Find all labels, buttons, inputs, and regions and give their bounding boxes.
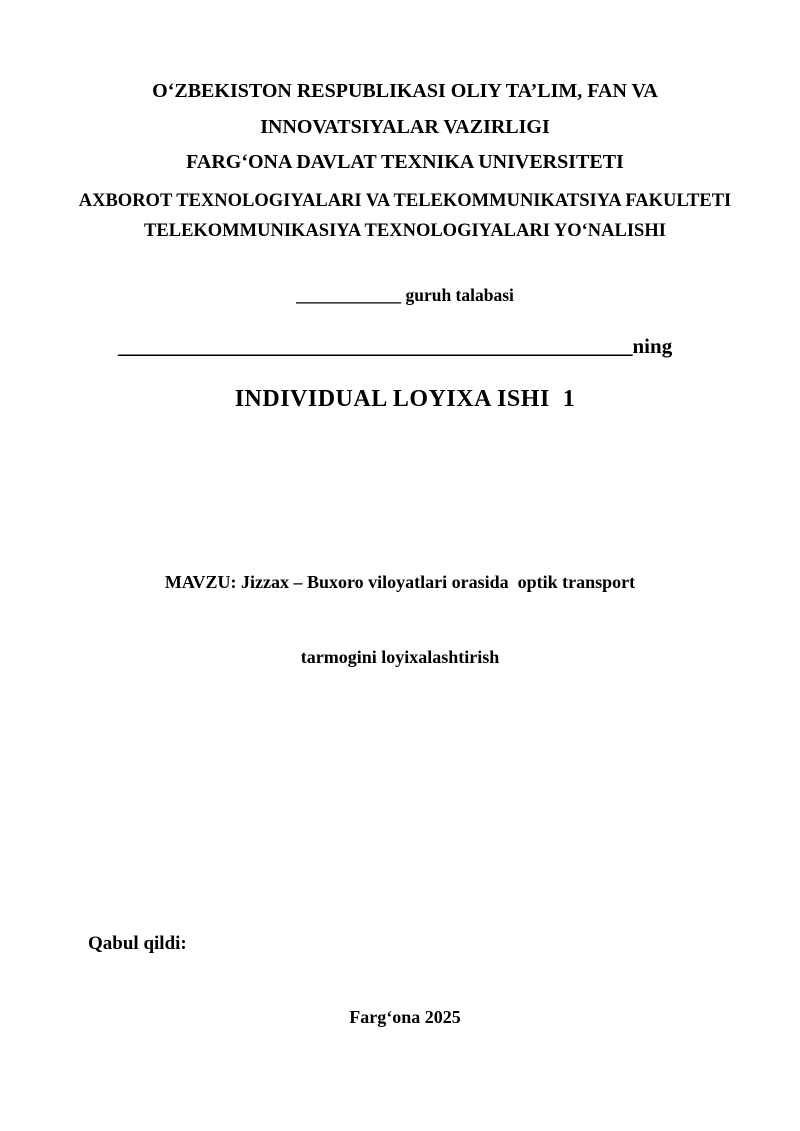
topic-paragraph (120, 520, 680, 720)
topic-line-2: tarmogini loyixalashtirish (300, 647, 500, 667)
accepted-by-label: Qabul qildi: (88, 933, 187, 954)
ministry-line-1: O‘ZBEKISTON RESPUBLIKASI OLIY TA’LIM, FAN VA (152, 80, 658, 102)
student-name-blank-line: _________________________________________________ning (118, 334, 673, 358)
direction-name: TELEKOMMUNIKASIYA TEXNOLOGIYALARI YO‘NALISHI (144, 221, 666, 241)
university-name: FARG‘ONA DAVLAT TEXNIKA UNIVERSITETI (186, 151, 624, 173)
faculty-name: AXBOROT TEXNOLOGIYALARI VA TELEKOMMUNIKATSIYA FAKULTETI (78, 191, 732, 211)
topic-line-1: MAVZU: Jizzax – Buxoro viloyatlari orasida optik transport (164, 572, 636, 592)
student-group-blank-line: ____________ guruh talabasi (296, 285, 514, 305)
city-year-label: Farg‘ona 2025 (349, 1007, 461, 1027)
ministry-line-2: INNOVATSIYALAR VAZIRLIGI (260, 116, 550, 138)
document-title: INDIVIDUAL LOYIXA ISHI 1 (234, 386, 576, 412)
